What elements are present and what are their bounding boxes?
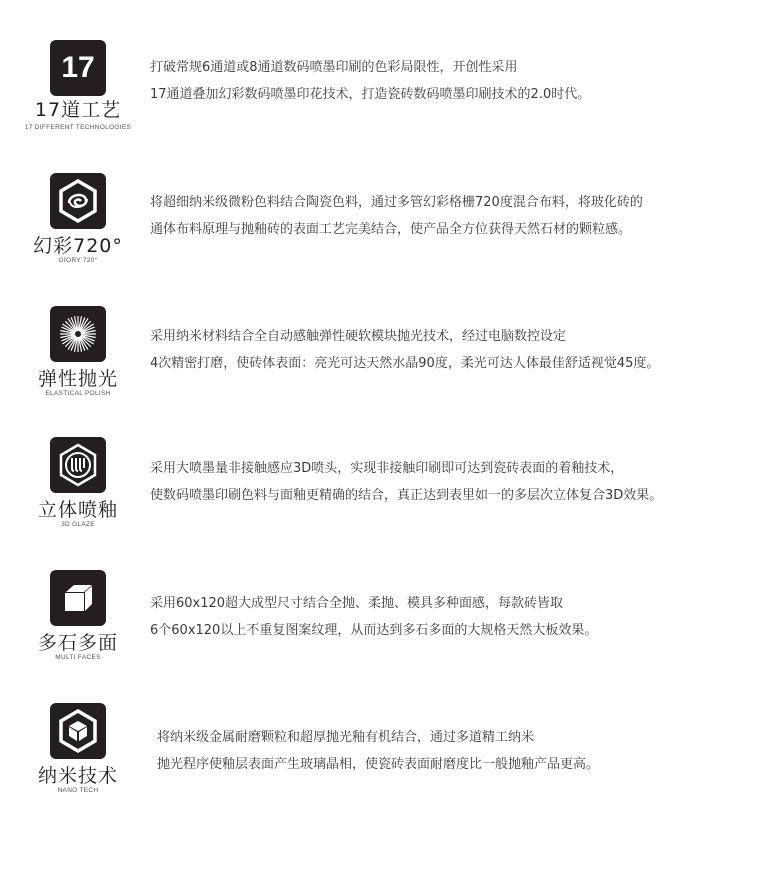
feature-elastical-polish [0, 306, 780, 426]
feature-3d-glaze [0, 437, 780, 557]
feature-title: 幻彩720° [33, 235, 123, 257]
description-line: 采用纳米材料结合全自动感触弹性硬软模块抛光技术，经过电脑数控设定 [150, 329, 567, 344]
feature-nano-tech [0, 703, 780, 823]
feature-title: 弹性抛光 [37, 368, 118, 390]
radial-burst-icon [50, 306, 106, 362]
glaze-nozzle-icon [50, 437, 106, 493]
description-line: 将超细纳米级微粉色料结合陶瓷色料，通过多管幻彩格栅720度混合布料，将玻化砖的 [150, 195, 643, 210]
feature-subtitle: 3D GLAZE [61, 521, 95, 528]
description-line: 使数码喷墨印刷色料与面釉更精确的结合，真正达到表里如一的多层次立体复合3D效果。 [150, 488, 663, 503]
description-line: 4次精密打磨，使砖体表面：亮光可达天然水晶90度，柔光可达人体最佳舒适视觉45度。 [150, 356, 660, 371]
feature-description [150, 455, 662, 509]
description-line: 打破常规6通道或8通道数码喷墨印刷的色彩局限性，开创性采用 [150, 60, 518, 75]
feature-subtitle: 17 DIFFERENT TECHNOLOGIES [24, 124, 132, 131]
feature-title: 纳米技术 [37, 765, 118, 787]
feature-title: 多石多面 [37, 632, 118, 654]
cube-icon [50, 570, 106, 626]
description-line: 6个60x120以上不重复图案纹理，从而达到多石多面的大规格天然大板效果。 [150, 623, 598, 638]
description-line: 采用60x120超大成型尺寸结合全抛、柔抛、模具多种面感，每款砖皆取 [150, 596, 564, 611]
feature-multi-faces [0, 570, 780, 690]
feature-title: 17道工艺 [34, 99, 122, 121]
number-badge-icon [50, 40, 106, 96]
feature-17-technologies [0, 40, 780, 160]
hexagon-swirl-icon [50, 173, 106, 229]
feature-description [150, 323, 659, 377]
feature-description [150, 590, 597, 644]
description-line: 将纳米级金属耐磨颗粒和超厚抛光釉有机结合，通过多道精工纳米 [157, 730, 535, 745]
description-line: 通体布料原理与抛釉砖的表面工艺完美结合，使产品全方位获得天然石材的颗粒感。 [150, 222, 632, 237]
hexagon-cube-icon [50, 703, 106, 759]
feature-subtitle: MULTI FACES [55, 654, 101, 661]
feature-subtitle: ELASTICAL POLISH [45, 390, 111, 397]
feature-description [150, 189, 643, 243]
badge-number: 17 [61, 51, 95, 84]
feature-description [150, 54, 590, 108]
feature-title: 立体喷釉 [37, 499, 118, 521]
description-line: 抛光程序使釉层表面产生玻璃晶相，使瓷砖表面耐磨度比一般抛釉产品更高。 [157, 757, 600, 772]
description-line: 17通道叠加幻彩数码喷墨印花技术，打造瓷砖数码喷墨印刷技术的2.0时代。 [150, 87, 591, 102]
feature-subtitle: NANO TECH [57, 787, 99, 794]
feature-description [157, 724, 599, 778]
feature-glory-720 [0, 173, 780, 293]
feature-subtitle: GIORY 720° [58, 257, 98, 264]
description-line: 采用大喷墨量非接触感应3D喷头，实现非接触印刷即可达到瓷砖表面的着釉技术， [150, 461, 624, 476]
